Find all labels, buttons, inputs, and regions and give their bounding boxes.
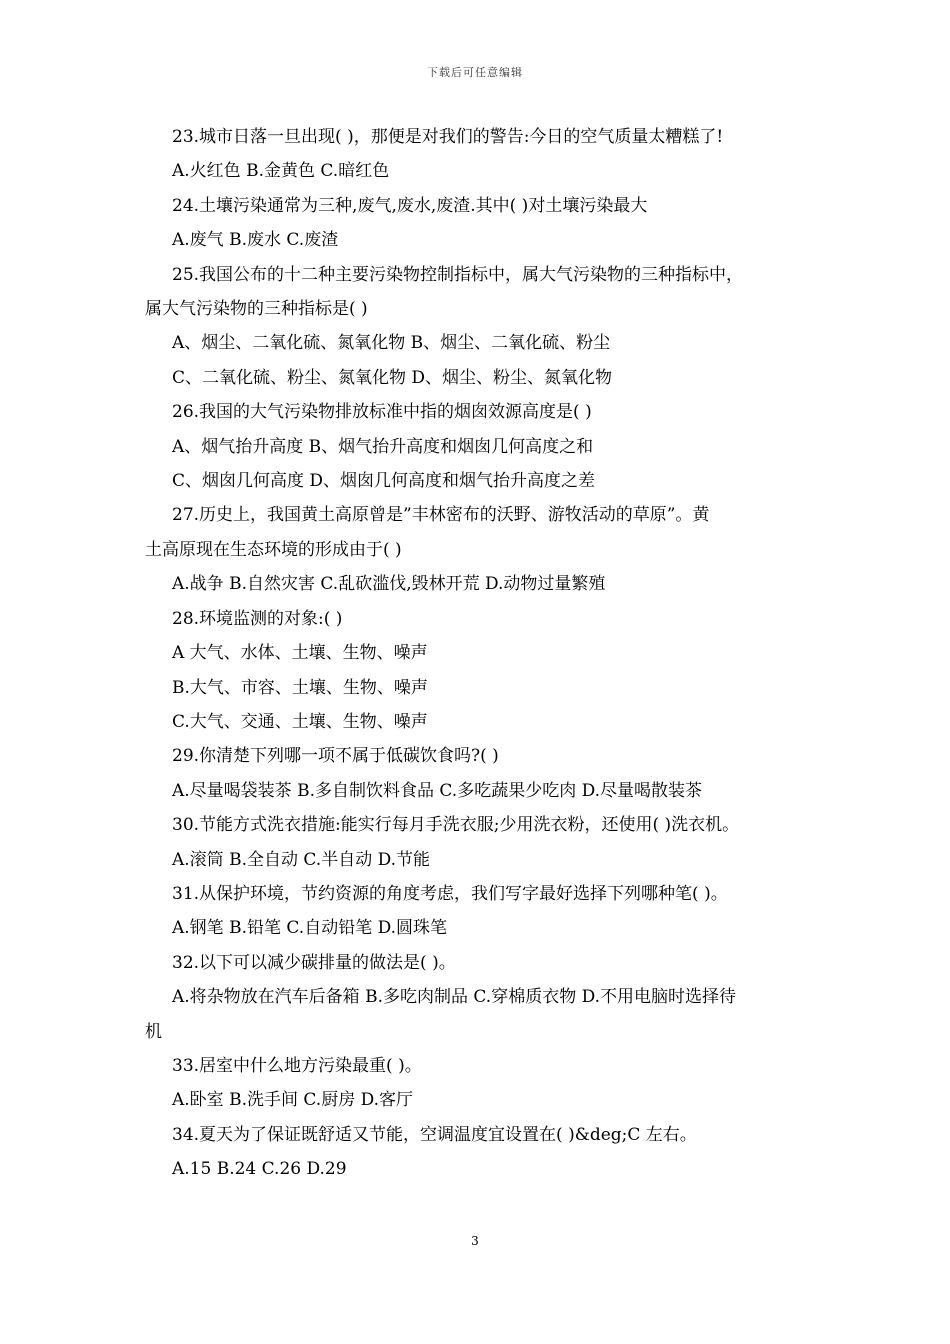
text-line: 23.城市日落一旦出现( )，那便是对我们的警告:今日的空气质量太糟糕了!: [172, 127, 724, 147]
text-line: A.钢笔 B.铅笔 C.自动铅笔 D.圆珠笔: [172, 918, 448, 939]
page-number: 3: [471, 1234, 479, 1248]
text-line: 24.土壤污染通常为三种,废气,废水,废渣.其中( )对土壤污染最大: [172, 195, 648, 216]
text-line: A、烟气抬升高度 B、烟气抬升高度和烟囱几何高度之和: [172, 436, 594, 457]
text-line: 32.以下可以减少碳排量的做法是( )。: [172, 952, 456, 973]
text-line: A.卧室 B.洗手间 C.厨房 D.客厅: [172, 1090, 414, 1111]
text-line: A.火红色 B.金黄色 C.暗红色: [172, 161, 390, 182]
text-line: A.15 B.24 C.26 D.29: [172, 1159, 347, 1180]
text-line: 34.夏天为了保证既舒适又节能，空调温度宜设置在( )&deg;C 左右。: [172, 1124, 697, 1145]
text-line: A.尽量喝袋装茶 B.多自制饮料食品 C.多吃蔬果少吃肉 D.尽量喝散装茶: [172, 780, 703, 801]
text-line: 属大气污染物的三种指标是( ): [145, 299, 368, 320]
text-line: A.废气 B.废水 C.废渣: [172, 230, 339, 251]
text-line: 30.节能方式洗衣措施:能实行每月手洗衣服;少用洗衣粉，还使用( )洗衣机。: [172, 815, 740, 836]
text-line: 25.我国公布的十二种主要污染物控制指标中，属大气污染物的三种指标中，: [172, 264, 744, 285]
text-line: C、二氧化硫、粉尘、氮氧化物 D、烟尘、粉尘、氮氧化物: [172, 367, 613, 388]
text-line: B.大气、市容、土壤、生物、噪声: [172, 677, 428, 698]
text-line: A.滚筒 B.全自动 C.半自动 D.节能: [172, 849, 431, 870]
text-line: A.将杂物放在汽车后备箱 B.多吃肉制品 C.穿棉质衣物 D.不用电脑时选择待: [172, 987, 737, 1008]
text-line: 土高原现在生态环境的形成由于( ): [145, 539, 402, 560]
text-line: 26.我国的大气污染物排放标准中指的烟囱效源高度是( ): [172, 402, 592, 423]
text-line: 27.历史上，我国黄土高原曾是”丰林密布的沃野、游牧活动的草原”。黄: [172, 505, 710, 526]
text-line: 31.从保护环境，节约资源的角度考虑，我们写字最好选择下列哪种笔( )。: [172, 883, 728, 904]
page-header: 下载后可任意编辑: [427, 66, 523, 79]
text-line: A 大气、水体、土壤、生物、噪声: [172, 643, 428, 664]
text-line: 29.你清楚下列哪一项不属于低碳饮食吗?( ): [172, 746, 499, 767]
text-line: 28.环境监测的对象:( ): [172, 608, 343, 629]
text-line: A.战争 B.自然灾害 C.乱砍滥伐,毁林开荒 D.动物过量繁殖: [172, 574, 606, 595]
text-line: C、烟囱几何高度 D、烟囱几何高度和烟气抬升高度之差: [172, 471, 596, 492]
text-line: C.大气、交通、土壤、生物、噪声: [172, 711, 428, 732]
text-line: 机: [145, 1021, 162, 1042]
text-line: 33.居室中什么地方污染最重( )。: [172, 1055, 422, 1076]
document-body: [145, 120, 813, 1187]
text-line: A、烟尘、二氧化硫、氮氧化物 B、烟尘、二氧化硫、粉尘: [172, 333, 611, 354]
